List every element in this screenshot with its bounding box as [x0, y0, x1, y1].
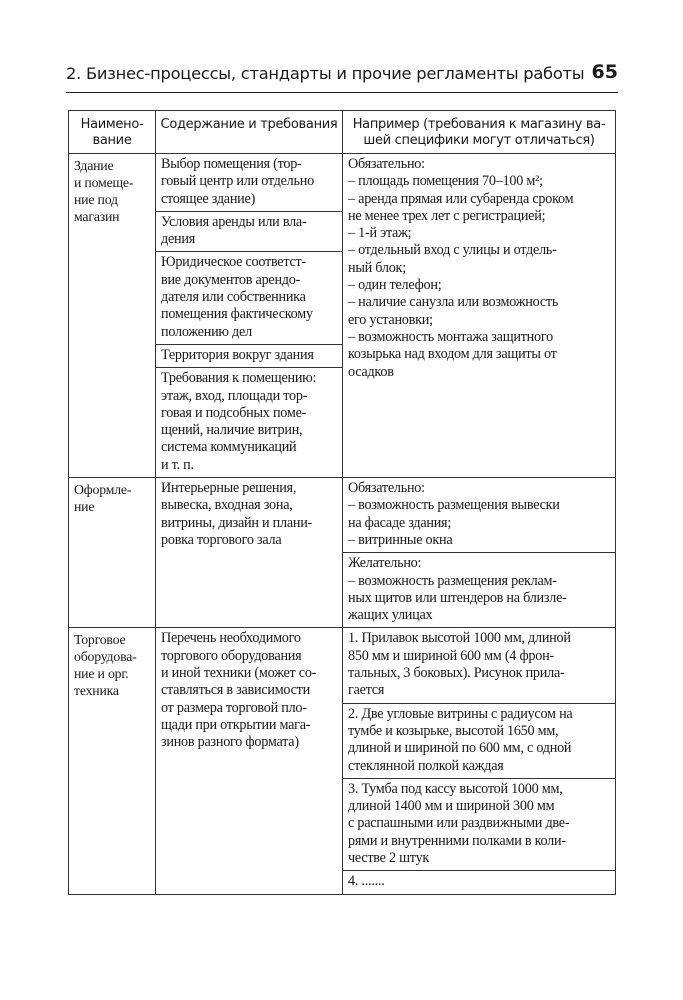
content-line: щений, наличие витрин, [161, 422, 303, 439]
example-line: Желательно: [348, 555, 422, 572]
name-line: ние [74, 499, 95, 515]
example-line: его установки; [348, 311, 433, 328]
example-line: 4. ....... [348, 873, 385, 890]
example-line: – возможность размещения вывески [348, 497, 560, 514]
content-line: Юридическое соответст- [161, 254, 306, 271]
content-line: ровка торгового зала [161, 531, 282, 548]
table-header-row [69, 111, 616, 154]
content-item [156, 344, 342, 367]
name-line: и помеще- [74, 175, 134, 190]
content-line: и иной техники (может со- [161, 665, 317, 682]
example-line: ных щитов или штендеров на близле- [348, 589, 567, 606]
content-line: щади при открытии мага- [161, 716, 311, 733]
content-line: и т. п. [161, 456, 194, 473]
content-line: дения [161, 231, 195, 248]
example-line: длиной 1400 мм и шириной 300 мм [348, 798, 555, 815]
table-row [69, 478, 616, 628]
header-line: Содержание и требования [160, 117, 338, 132]
name-line: техника [74, 683, 119, 699]
content-line: Условия аренды или вла- [161, 213, 307, 230]
example-item [343, 778, 615, 870]
content-cell [156, 628, 343, 894]
example-line: – витринные окна [348, 531, 453, 548]
example-line: 3. Тумба под кассу высотой 1000 мм, [348, 780, 563, 797]
table-row [69, 154, 616, 478]
content-item [156, 628, 342, 754]
example-line: – аренда прямая или субаренда сроком [348, 190, 574, 207]
example-line: – один телефон; [348, 277, 442, 294]
example-line: честве 2 штук [348, 849, 430, 866]
name-line: Торговое [74, 632, 126, 648]
row-name-cell [69, 628, 156, 894]
content-item [156, 154, 342, 211]
example-line: Обязательно: [348, 480, 425, 497]
example-line: ный блок; [348, 259, 406, 276]
example-line: козырька над входом для защиты от [348, 346, 557, 363]
content-line: Требования к помещению: [161, 370, 317, 387]
example-item [343, 154, 615, 384]
page-number: 65 [591, 61, 618, 83]
content-item [156, 251, 342, 343]
content-line: положению дел [161, 323, 252, 340]
example-cell [343, 628, 616, 894]
example-line: 2. Две угловые витрины с радиусом на [348, 705, 573, 722]
example-item [343, 703, 615, 778]
example-line: осадков [348, 363, 394, 380]
example-item [343, 628, 615, 702]
example-cell [343, 154, 616, 478]
example-line: – площадь помещения 70–100 м²; [348, 173, 543, 190]
example-line: рями и внутренними полками в коли- [348, 832, 566, 849]
content-line: стоящее здание) [161, 190, 256, 207]
content-line: помещения фактическому [161, 306, 313, 323]
example-line: стеклянной полкой каждая [348, 757, 504, 774]
example-line: – отдельный вход с улицы и отдель- [348, 242, 557, 259]
name-line: Оформле- [74, 482, 132, 498]
example-line: гается [348, 682, 385, 699]
content-item [156, 478, 342, 552]
content-item [156, 211, 342, 252]
example-cell [343, 478, 616, 628]
example-line: – 1-й этаж; [348, 225, 412, 242]
example-line: жащих улицах [348, 607, 433, 624]
content-line: этаж, вход, площади тор- [161, 387, 308, 404]
content-line: Перечень необходимого [161, 630, 301, 647]
content-line: зинов разного формата) [161, 734, 299, 751]
content-line: витрины, дизайн и плани- [161, 514, 313, 531]
content-line: дателя или собственника [161, 289, 306, 306]
name-line: оборудова- [74, 649, 137, 665]
example-line: Обязательно: [348, 156, 425, 172]
example-line: тальных, 3 боковых). Рисунок прила- [348, 665, 565, 682]
content-line: вывеска, входная зона, [161, 497, 293, 514]
content-line: от размера торговой пло- [161, 699, 307, 716]
header-line: вание [92, 133, 132, 148]
content-cell [156, 478, 343, 628]
example-line: 850 мм и шириной 600 мм (4 фрон- [348, 647, 554, 664]
example-line: тумбе и козырьке, высотой 1650 мм, [348, 722, 559, 739]
content-line: говая и подсобных поме- [161, 404, 307, 421]
name-line: ние и орг. [74, 666, 129, 682]
example-line: – возможность размещения реклам- [348, 572, 557, 589]
example-line: с распашными или раздвижными две- [348, 815, 570, 832]
row-name-cell [69, 154, 156, 478]
header-line: Например (требования к магазину ва- [352, 117, 606, 132]
header-line: шей специфики могут отличаться) [363, 133, 595, 148]
content-line: говый центр или отдельно [161, 173, 314, 190]
content-item [156, 367, 342, 477]
table-row [69, 628, 616, 894]
example-line: на фасаде здания; [348, 514, 452, 531]
page-header [66, 61, 618, 93]
example-item [343, 870, 615, 893]
column-header-name [69, 111, 156, 154]
header-line: Наимено- [80, 117, 144, 132]
example-line: 1. Прилавок высотой 1000 мм, длиной [348, 630, 571, 647]
example-line: – возможность монтажа защитного [348, 328, 553, 345]
name-line: ние под [74, 192, 118, 207]
name-line: Здание [74, 158, 114, 173]
name-line: магазин [74, 209, 120, 224]
content-line: Территория вокруг здания [161, 346, 314, 363]
example-line: не менее трех лет с регистрацией; [348, 207, 546, 224]
example-item [343, 478, 615, 552]
row-name-cell [69, 478, 156, 628]
column-header-content [156, 111, 343, 154]
example-line: длиной и шириной по 600 мм, с одной [348, 740, 572, 757]
content-line: торгового оборудования [161, 647, 302, 664]
example-line: – наличие санузла или возможность [348, 294, 559, 311]
content-cell [156, 154, 343, 478]
chapter-title: 2. Бизнес-процессы, стандарты и прочие регламенты работы [66, 64, 585, 83]
example-item [343, 552, 615, 627]
content-line: Выбор помещения (тор- [161, 156, 302, 172]
content-line: вие документов арендо- [161, 271, 301, 288]
content-line: ставляться в зависимости [161, 682, 310, 699]
content-line: система коммуникаций [161, 439, 297, 456]
column-header-example [343, 111, 616, 154]
content-line: Интерьерные решения, [161, 480, 297, 497]
requirements-table [68, 110, 616, 895]
